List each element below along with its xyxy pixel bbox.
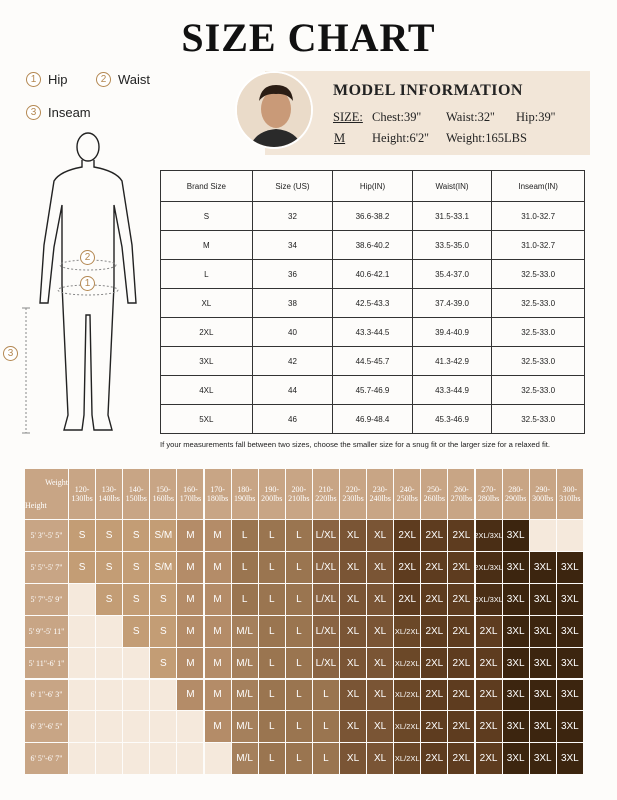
grid-size-cell: 2XL: [394, 520, 420, 551]
grid-size-cell: 2XL: [448, 648, 474, 679]
grid-size-cell: [69, 648, 95, 679]
table-cell: 37.4-39.0: [412, 289, 492, 318]
grid-size-cell: [205, 743, 231, 774]
grid-size-cell: L/XL: [313, 648, 339, 679]
grid-size-cell: S: [69, 552, 95, 583]
grid-size-cell: 3XL: [530, 584, 556, 615]
grid-size-cell: M/L: [232, 616, 258, 647]
weight-header: 250-260lbs: [421, 469, 447, 519]
table-cell: 33.5-35.0: [412, 231, 492, 260]
grid-size-cell: M: [205, 584, 231, 615]
grid-size-cell: XL/2XL: [394, 616, 420, 647]
grid-size-cell: L: [232, 552, 258, 583]
table-cell: 44: [252, 376, 333, 405]
grid-size-cell: M/L: [232, 680, 258, 711]
grid-size-cell: [96, 743, 122, 774]
grid-size-cell: S: [96, 520, 122, 551]
grid-size-cell: 3XL: [530, 680, 556, 711]
table-row: [161, 376, 585, 405]
grid-size-cell: M: [177, 584, 203, 615]
grid-size-cell: 3XL: [503, 584, 529, 615]
table-cell: 31.0-32.7: [492, 231, 585, 260]
legend-label: Inseam: [48, 105, 91, 120]
table-cell: 45.3-46.9: [412, 405, 492, 434]
table-cell: 2XL: [161, 318, 253, 347]
grid-size-cell: 3XL: [503, 552, 529, 583]
table-cell: 42.5-43.3: [333, 289, 413, 318]
weight-header: 130-140lbs: [96, 469, 122, 519]
model-height: Height:6'2'': [372, 131, 429, 145]
table-cell: 46.9-48.4: [333, 405, 413, 434]
grid-size-cell: 2XL: [421, 584, 447, 615]
table-cell: 38.6-40.2: [333, 231, 413, 260]
grid-size-cell: XL: [340, 711, 366, 742]
grid-size-cell: 3XL: [557, 584, 583, 615]
grid-size-cell: M: [177, 552, 203, 583]
grid-size-cell: XL: [367, 520, 393, 551]
grid-size-cell: [69, 743, 95, 774]
grid-size-cell: M/L: [232, 648, 258, 679]
grid-size-cell: 3XL: [530, 648, 556, 679]
table-cell: 31.0-32.7: [492, 202, 585, 231]
table-cell: L: [161, 260, 253, 289]
grid-size-cell: XL: [340, 552, 366, 583]
grid-size-cell: 3XL: [557, 648, 583, 679]
grid-size-cell: 2XL: [421, 520, 447, 551]
grid-size-cell: [123, 711, 149, 742]
model-waist: Waist:32'': [446, 110, 495, 124]
weight-header: 200-210lbs: [286, 469, 312, 519]
grid-size-cell: L: [259, 648, 285, 679]
grid-size-cell: 2XL: [448, 552, 474, 583]
grid-size-cell: XL/2XL: [394, 711, 420, 742]
size-table-header-row: [161, 171, 585, 202]
grid-size-cell: 2XL: [421, 743, 447, 774]
grid-size-cell: M: [177, 680, 203, 711]
grid-size-cell: XL: [340, 520, 366, 551]
grid-size-cell: 3XL: [530, 616, 556, 647]
grid-size-cell: M: [205, 680, 231, 711]
table-cell: 32.5-33.0: [492, 376, 585, 405]
column-header: Brand Size: [161, 171, 253, 202]
grid-size-cell: [123, 680, 149, 711]
height-header: 6' 3"-6' 5": [25, 711, 68, 742]
column-header: Size (US): [252, 171, 333, 202]
height-header: 6' 1"-6' 3": [25, 680, 68, 711]
height-header: 5' 11"-6' 1": [25, 648, 68, 679]
grid-size-cell: [177, 711, 203, 742]
table-cell: 38: [252, 289, 333, 318]
size-table: [160, 170, 585, 434]
grid-size-cell: XL: [367, 648, 393, 679]
grid-size-cell: 2XL: [448, 743, 474, 774]
height-header: 5' 3"-5' 5": [25, 520, 68, 551]
table-row: [161, 260, 585, 289]
grid-size-cell: [96, 648, 122, 679]
grid-size-cell: L: [286, 648, 312, 679]
table-cell: 34: [252, 231, 333, 260]
grid-size-cell: L: [313, 711, 339, 742]
body-outline-illustration: [0, 125, 160, 455]
grid-size-cell: M: [205, 520, 231, 551]
grid-size-cell: [150, 743, 176, 774]
weight-header: 140-150lbs: [123, 469, 149, 519]
weight-header: 150-160lbs: [150, 469, 176, 519]
table-cell: 40: [252, 318, 333, 347]
grid-size-cell: [123, 743, 149, 774]
grid-size-cell: S: [150, 616, 176, 647]
grid-size-cell: 2XL: [476, 648, 502, 679]
legend-inseam: [26, 105, 91, 120]
grid-size-cell: M: [177, 520, 203, 551]
number-badge: 3: [26, 105, 41, 120]
weight-header: 290-300lbs: [530, 469, 556, 519]
size-value: M: [334, 131, 346, 145]
grid-size-cell: XL/2XL: [394, 743, 420, 774]
grid-size-cell: 2XL: [421, 711, 447, 742]
table-cell: 36: [252, 260, 333, 289]
grid-size-cell: S: [123, 552, 149, 583]
weight-header: 280-290lbs: [503, 469, 529, 519]
grid-size-cell: XL: [340, 743, 366, 774]
grid-size-cell: 2XL/3XL: [476, 584, 502, 615]
grid-size-cell: L: [259, 552, 285, 583]
grid-size-cell: XL: [367, 743, 393, 774]
table-cell: 31.5-33.1: [412, 202, 492, 231]
grid-size-cell: [96, 680, 122, 711]
grid-size-cell: L: [259, 520, 285, 551]
corner-height-label: Height: [25, 501, 47, 510]
grid-size-cell: L: [313, 743, 339, 774]
grid-size-cell: L: [286, 616, 312, 647]
grid-size-cell: L/XL: [313, 520, 339, 551]
table-cell: 44.5-45.7: [333, 347, 413, 376]
fit-note: If your measurements fall between two sizes, choose the smaller size for a snug fit or the larger size for a relaxed fit.: [160, 440, 550, 449]
grid-size-cell: L/XL: [313, 552, 339, 583]
weight-header: 170-180lbs: [205, 469, 231, 519]
grid-size-cell: [530, 520, 556, 551]
grid-size-cell: XL/2XL: [394, 680, 420, 711]
weight-header: 180-190lbs: [232, 469, 258, 519]
table-cell: 43.3-44.5: [333, 318, 413, 347]
number-badge: 2: [96, 72, 111, 87]
table-cell: 35.4-37.0: [412, 260, 492, 289]
grid-size-cell: S/M: [150, 552, 176, 583]
grid-size-cell: S: [150, 584, 176, 615]
grid-size-cell: XL: [367, 711, 393, 742]
grid-size-cell: [557, 520, 583, 551]
weight-header: 270-280lbs: [476, 469, 502, 519]
grid-size-cell: L/XL: [313, 616, 339, 647]
grid-size-cell: [123, 648, 149, 679]
weight-header: 260-270lbs: [448, 469, 474, 519]
grid-size-cell: 2XL: [448, 520, 474, 551]
grid-size-cell: 3XL: [557, 616, 583, 647]
grid-size-cell: XL: [367, 552, 393, 583]
height-header: 5' 9"-5' 11": [25, 616, 68, 647]
grid-size-cell: L: [259, 616, 285, 647]
grid-size-cell: 2XL: [448, 711, 474, 742]
grid-size-cell: 2XL: [476, 711, 502, 742]
grid-size-cell: [96, 616, 122, 647]
grid-size-cell: 3XL: [557, 552, 583, 583]
table-cell: 43.3-44.9: [412, 376, 492, 405]
grid-size-cell: [69, 711, 95, 742]
grid-size-cell: L/XL: [313, 584, 339, 615]
table-cell: 4XL: [161, 376, 253, 405]
grid-size-cell: 2XL: [476, 680, 502, 711]
size-label: SIZE:: [333, 110, 363, 124]
grid-size-cell: L: [259, 711, 285, 742]
grid-corner-cell: [25, 469, 68, 519]
grid-size-cell: 2XL: [394, 552, 420, 583]
grid-size-cell: XL: [340, 680, 366, 711]
grid-size-cell: S: [123, 616, 149, 647]
grid-size-cell: 2XL: [448, 680, 474, 711]
height-header: 5' 7"-5' 9": [25, 584, 68, 615]
weight-header: 220-230lbs: [340, 469, 366, 519]
grid-size-cell: [150, 680, 176, 711]
grid-size-cell: 2XL: [448, 616, 474, 647]
grid-size-cell: 3XL: [503, 616, 529, 647]
table-row: [161, 318, 585, 347]
legend-label: Hip: [48, 72, 68, 87]
grid-size-cell: 3XL: [557, 711, 583, 742]
grid-size-cell: 2XL: [448, 584, 474, 615]
grid-size-cell: S/M: [150, 520, 176, 551]
table-cell: 32.5-33.0: [492, 289, 585, 318]
grid-size-cell: 2XL: [476, 616, 502, 647]
table-cell: 45.7-46.9: [333, 376, 413, 405]
grid-size-cell: M/L: [232, 711, 258, 742]
grid-size-cell: XL: [367, 584, 393, 615]
grid-size-cell: 3XL: [503, 648, 529, 679]
table-row: [161, 289, 585, 318]
page-title: SIZE CHART: [181, 15, 436, 60]
grid-size-cell: 2XL: [476, 743, 502, 774]
grid-size-cell: S: [96, 552, 122, 583]
table-cell: 39.4-40.9: [412, 318, 492, 347]
grid-size-cell: M/L: [232, 743, 258, 774]
grid-size-cell: L: [259, 584, 285, 615]
weight-header: 230-240lbs: [367, 469, 393, 519]
height-header: 6' 5"-6' 7": [25, 743, 68, 774]
grid-size-cell: 2XL: [421, 648, 447, 679]
table-row: [161, 347, 585, 376]
grid-size-cell: 3XL: [530, 711, 556, 742]
waist-marker-badge: 2: [80, 250, 95, 265]
grid-size-cell: S: [123, 520, 149, 551]
grid-size-cell: 2XL: [421, 680, 447, 711]
grid-size-cell: M: [205, 711, 231, 742]
grid-size-cell: L: [259, 743, 285, 774]
table-cell: 41.3-42.9: [412, 347, 492, 376]
grid-size-cell: 3XL: [503, 711, 529, 742]
weight-header: 160-170lbs: [177, 469, 203, 519]
grid-size-cell: S: [150, 648, 176, 679]
weight-header: 190-200lbs: [259, 469, 285, 519]
column-header: Hip(IN): [333, 171, 413, 202]
grid-size-cell: XL: [367, 680, 393, 711]
table-cell: 32: [252, 202, 333, 231]
grid-size-cell: S: [69, 520, 95, 551]
column-header: Inseam(IN): [492, 171, 585, 202]
grid-size-cell: 3XL: [530, 552, 556, 583]
grid-size-cell: M: [205, 648, 231, 679]
table-row: [161, 405, 585, 434]
grid-size-cell: 2XL/3XL: [476, 520, 502, 551]
grid-size-cell: L: [286, 711, 312, 742]
grid-size-cell: 3XL: [557, 743, 583, 774]
table-row: [161, 202, 585, 231]
grid-size-cell: XL: [340, 584, 366, 615]
table-cell: 32.5-33.0: [492, 318, 585, 347]
model-avatar: [235, 71, 313, 149]
column-header: Waist(IN): [412, 171, 492, 202]
weight-header: 300-310lbs: [557, 469, 583, 519]
hip-marker-badge: 1: [80, 276, 95, 291]
grid-size-cell: L: [232, 584, 258, 615]
weight-header: 210-220lbs: [313, 469, 339, 519]
grid-size-cell: L: [286, 584, 312, 615]
grid-size-cell: 2XL/3XL: [476, 552, 502, 583]
model-chest: Chest:39'': [372, 110, 421, 124]
table-cell: 46: [252, 405, 333, 434]
grid-size-cell: L: [286, 743, 312, 774]
legend-hip: [26, 72, 68, 87]
grid-size-cell: XL/2XL: [394, 648, 420, 679]
grid-size-cell: L: [286, 552, 312, 583]
corner-weight-label: Weight: [45, 478, 68, 487]
number-badge: 1: [26, 72, 41, 87]
grid-size-cell: [69, 616, 95, 647]
grid-size-cell: 3XL: [503, 680, 529, 711]
grid-size-cell: [96, 711, 122, 742]
grid-size-cell: M: [205, 616, 231, 647]
weight-header: 240-250lbs: [394, 469, 420, 519]
grid-size-cell: XL: [367, 616, 393, 647]
grid-size-cell: 2XL: [394, 584, 420, 615]
grid-size-cell: 3XL: [530, 743, 556, 774]
grid-size-cell: L: [232, 520, 258, 551]
grid-size-cell: 3XL: [557, 680, 583, 711]
table-cell: 5XL: [161, 405, 253, 434]
table-cell: 32.5-33.0: [492, 347, 585, 376]
table-cell: 32.5-33.0: [492, 405, 585, 434]
table-cell: 36.6-38.2: [333, 202, 413, 231]
table-cell: S: [161, 202, 253, 231]
grid-size-cell: [150, 711, 176, 742]
grid-size-cell: 2XL: [421, 552, 447, 583]
model-info-title: MODEL INFORMATION: [333, 82, 523, 99]
inseam-marker-badge: 3: [3, 346, 18, 361]
table-cell: M: [161, 231, 253, 260]
model-hip: Hip:39'': [516, 110, 556, 124]
grid-size-cell: [69, 584, 95, 615]
legend-waist: [96, 72, 150, 87]
model-weight: Weight:165LBS: [446, 131, 527, 145]
grid-size-cell: S: [123, 584, 149, 615]
grid-size-cell: [69, 680, 95, 711]
grid-size-cell: L: [259, 680, 285, 711]
grid-size-cell: 2XL: [421, 616, 447, 647]
weight-header: 120-130lbs: [69, 469, 95, 519]
grid-size-cell: L: [286, 520, 312, 551]
grid-size-cell: 3XL: [503, 520, 529, 551]
table-row: [161, 231, 585, 260]
legend-label: Waist: [118, 72, 151, 87]
grid-size-cell: M: [205, 552, 231, 583]
table-cell: 32.5-33.0: [492, 260, 585, 289]
grid-size-cell: XL: [340, 616, 366, 647]
table-cell: XL: [161, 289, 253, 318]
table-cell: 40.6-42.1: [333, 260, 413, 289]
table-cell: 3XL: [161, 347, 253, 376]
height-header: 5' 5"-5' 7": [25, 552, 68, 583]
table-cell: 42: [252, 347, 333, 376]
grid-size-cell: [177, 743, 203, 774]
grid-size-cell: M: [177, 616, 203, 647]
grid-size-cell: 3XL: [503, 743, 529, 774]
grid-size-cell: L: [286, 680, 312, 711]
grid-size-cell: S: [96, 584, 122, 615]
grid-size-cell: L: [313, 680, 339, 711]
grid-size-cell: XL: [340, 648, 366, 679]
grid-size-cell: M: [177, 648, 203, 679]
